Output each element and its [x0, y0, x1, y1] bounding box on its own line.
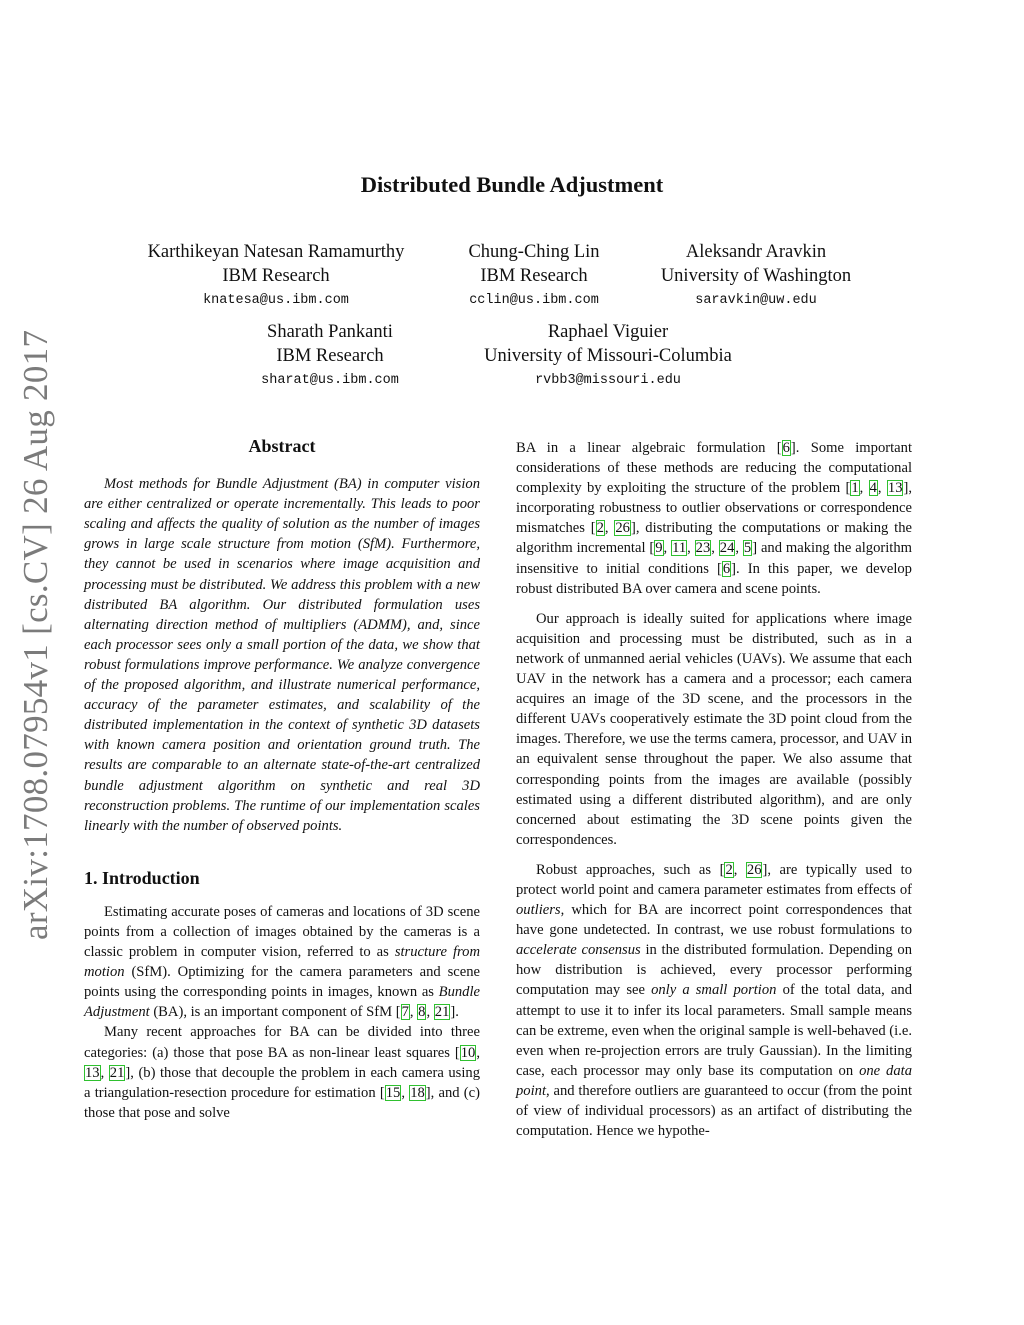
author-affiliation: University of Washington: [660, 265, 852, 286]
citation-link[interactable]: 6: [782, 440, 790, 456]
citation-link[interactable]: 10: [460, 1044, 476, 1061]
left-column: [84, 436, 480, 1123]
author-block: [646, 241, 866, 311]
citation-link[interactable]: 7: [401, 1004, 409, 1021]
body-paragraph: Robust approaches, such as [2, 26], are typically used to protect world point and camera parameter estimates from effects of outliers, which for BA are incorrect point correspondences that have gone undetected. In contrast, we use robust formulations to accelerate consensus in the distributed formulation. Depending on how distribution is achieved, every processor performing computation may see only a small portion of the total data, and attempt to use it to infer its local parameters. Small sample means can be extreme, even when the original sample is well-behaved (i.e. even when re-projection errors are truly Gaussian). In the limiting case, each processor may only base its computation on one data point, and therefore outliers are guaranteed to occur (from the point of view of individual processors) as an artifact of distributing the computation. Hence we hypothe-: [516, 861, 913, 1140]
section-heading-introduction: 1. Introduction: [84, 867, 200, 888]
author-name: Aleksandr Aravkin: [685, 242, 827, 262]
author-name: Sharath Pankanti: [267, 322, 393, 342]
citation-link[interactable]: 9: [655, 540, 663, 557]
intro-paragraph: Estimating accurate poses of cameras and locations of 3D scene points from a collection of images obtained by the cameras is a classic problem in computer vision, referred to as structure from motion (SfM). Optimizing for the camera parameters and scene points using the corresponding points in images, known as Bundle Adjustment (BA), is an important component of SfM [7, 8, 21].: [84, 903, 480, 1021]
citation-link[interactable]: 1: [851, 480, 859, 497]
citation-link[interactable]: 11: [672, 540, 687, 557]
right-column: [516, 438, 912, 1141]
author-block: [458, 321, 758, 391]
citation-link[interactable]: 24: [719, 540, 735, 557]
citation-link[interactable]: 6: [722, 560, 731, 577]
citation-link[interactable]: 2: [725, 861, 733, 878]
author-block: [230, 321, 430, 391]
citation-link[interactable]: 5: [743, 540, 752, 557]
citation-link[interactable]: 21: [109, 1064, 125, 1081]
arxiv-stamp: arXiv:1708.07954v1 [cs.CV] 26 Aug 2017: [16, 329, 55, 940]
citation-link[interactable]: 26: [615, 520, 630, 537]
citation-link[interactable]: 21: [434, 1004, 450, 1021]
author-name: Karthikeyan Natesan Ramamurthy: [147, 242, 405, 262]
paper-title: Distributed Bundle Adjustment: [360, 172, 664, 197]
citation-link[interactable]: 13: [887, 480, 903, 497]
citation-link[interactable]: 15: [385, 1084, 401, 1101]
abstract-text: Most methods for Bundle Adjustment (BA) in computer vision are either centralized or operate incrementally. This leads to poor scaling and affects the quality of solution as the number of images grows in large scale structure from motion (SfM). Furthermore, they cannot be used in scenarios where image acquisition and processing must be distributed. We address this problem with a new distributed BA algorithm. Our distributed formulation uses alternating direction method of multipliers (ADMM), and, since each processor sees only a small portion of the data, we show that robust formulations improve performance. We analyze convergence of the proposed algorithm, and illustrate numerical performance, accuracy of the parameter estimates, and scalability of the distributed implementation in the context of synthetic 3D datasets with known camera position and orientation ground truth. The results are comparable to an alternate state-of-the-art centralized bundle adjustment algorithm on synthetic and real 3D reconstruction problems. The runtime of our implementation scales linearly with the number of observed points.: [84, 476, 480, 834]
citation-link[interactable]: 26: [746, 861, 762, 878]
author-email[interactable]: saravkin@uw.edu: [695, 293, 817, 308]
citation-link[interactable]: 23: [695, 540, 711, 557]
author-email[interactable]: cclin@us.ibm.com: [469, 293, 599, 308]
author-name: Raphael Viguier: [547, 322, 669, 342]
citation-link[interactable]: 13: [85, 1064, 100, 1081]
body-paragraph: BA in a linear algebraic formulation [6]. Some important considerations of these methods are reducing the computational complexity by exploiting the structure of the problem [1, 4, 13], incorporating robustness to outlier observations or correspondence mismatches [2, 26], distributing the computations or making the algorithm incremental [9, 11, 23, 24, 5] and making the algorithm insensitive to initial conditions [6]. In this paper, we develop robust distributed BA over camera and scene points.: [516, 440, 913, 597]
author-email[interactable]: sharat@us.ibm.com: [261, 373, 399, 388]
citation-link[interactable]: 4: [869, 480, 877, 497]
body-paragraph: Our approach is ideally suited for applications where image acquisition and processing must be distributed, such as in a network of unmanned aerial vehicles (UAVs). We assume that each UAV in the network has a camera and a processor; each camera acquires an image of the 3D scene, and the processors in the different UAVs cooperatively estimate the 3D point cloud from the images. Therefore, we use the terms camera, processor, and UAV in an equivalent sense throughout the paper. We also assume that corresponding points from the images are available (possibly estimated using a different distributed algorithm), and are only concerned about estimating the 3D scene points given the correspondences.: [516, 610, 912, 848]
intro-paragraph: Many recent approaches for BA can be divided into three categories: (a) those that pose BA as non-linear least squares [10, 13, 21], (b) those that decouple the problem in each camera using a triangulation-resection procedure for estimation [15, 18], and (c) those that pose and solve: [84, 1024, 481, 1121]
author-block: [434, 241, 634, 311]
author-email[interactable]: knatesa@us.ibm.com: [203, 293, 349, 308]
author-name: Chung-Ching Lin: [468, 242, 600, 262]
author-email[interactable]: rvbb3@missouri.edu: [535, 373, 681, 388]
author-affiliation: IBM Research: [222, 265, 330, 286]
author-affiliation: University of Missouri-Columbia: [484, 345, 732, 366]
author-affiliation: IBM Research: [276, 345, 384, 366]
citation-link[interactable]: 8: [418, 1004, 426, 1021]
abstract-heading: Abstract: [248, 436, 316, 456]
citation-link[interactable]: 2: [596, 520, 604, 537]
author-affiliation: IBM Research: [480, 265, 588, 286]
author-block: [126, 241, 426, 311]
citation-link[interactable]: 18: [410, 1084, 425, 1101]
